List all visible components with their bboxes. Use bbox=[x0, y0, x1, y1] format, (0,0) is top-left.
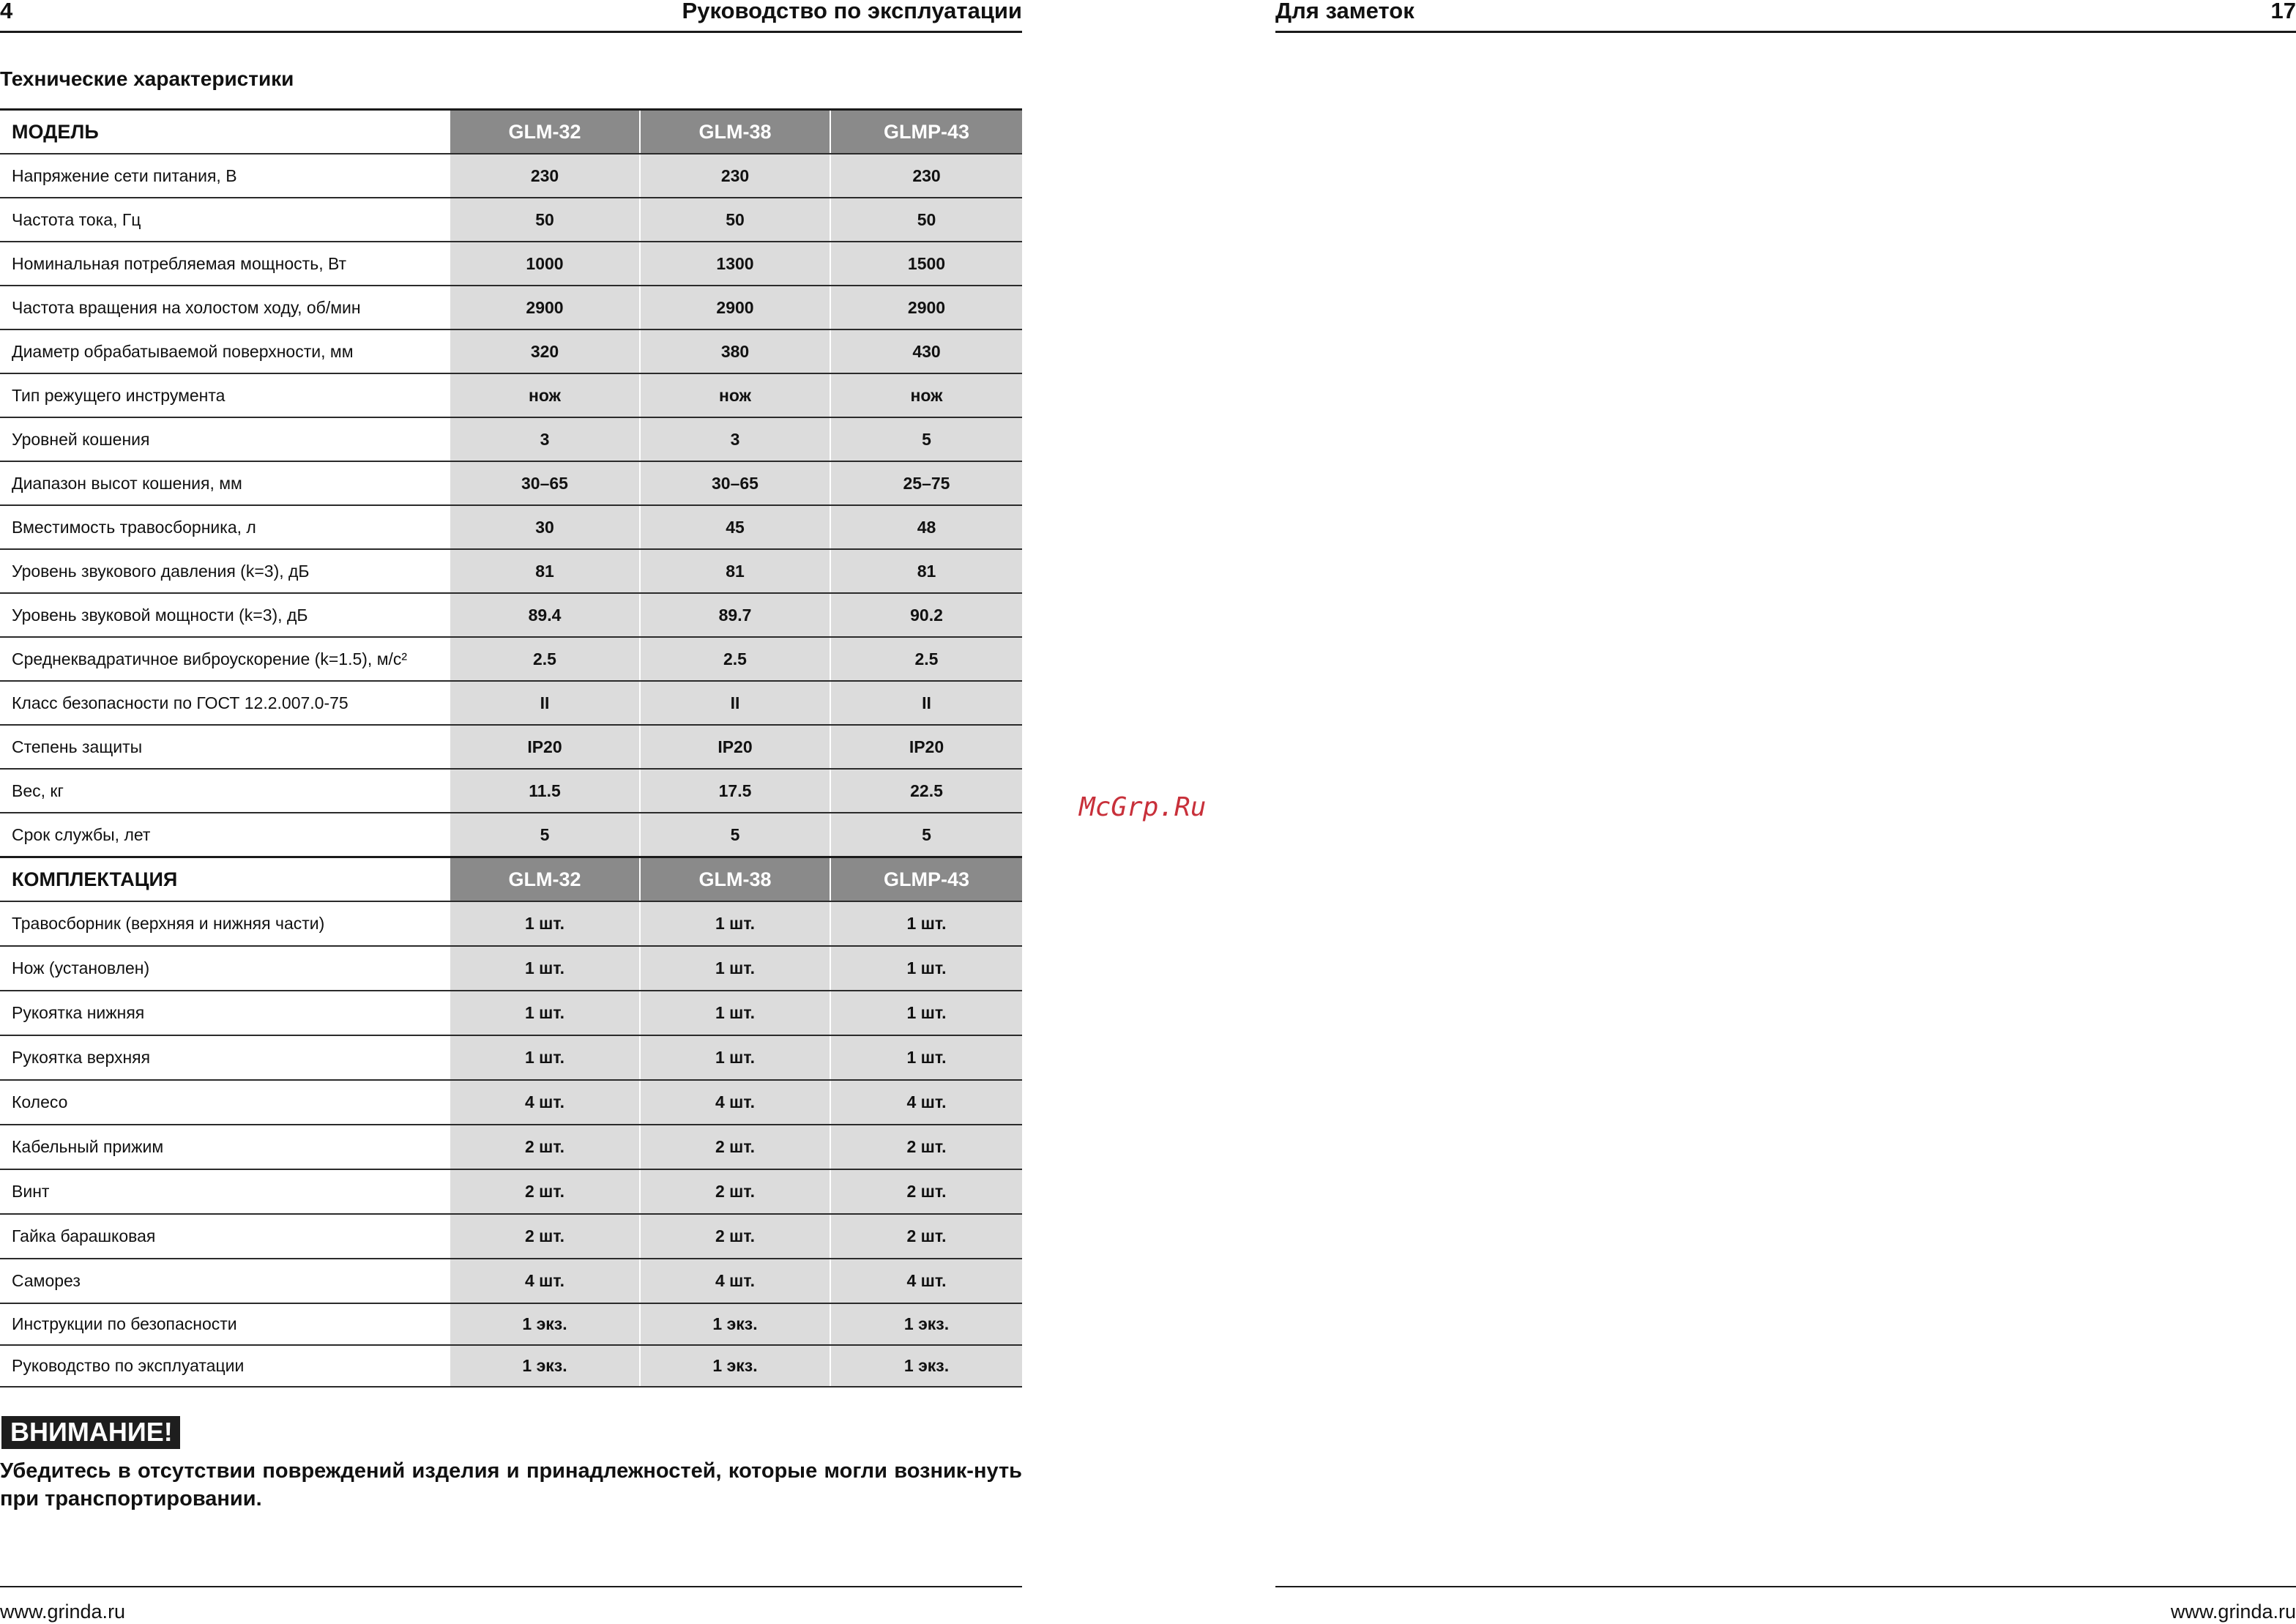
row-value: 1 экз. bbox=[830, 1303, 1022, 1345]
row-value: 3 bbox=[640, 417, 830, 461]
row-value: 2 шт. bbox=[450, 1214, 640, 1259]
row-value: 2.5 bbox=[830, 637, 1022, 681]
row-value: II bbox=[830, 681, 1022, 725]
table-row bbox=[0, 1303, 1022, 1345]
left-page bbox=[0, 0, 1022, 1624]
header-title: Для заметок bbox=[1275, 0, 1414, 23]
row-value: 48 bbox=[830, 505, 1022, 549]
table-row bbox=[0, 1214, 1022, 1259]
table-row bbox=[0, 901, 1022, 946]
spec-table bbox=[0, 108, 1022, 1388]
row-value: 2 шт. bbox=[450, 1169, 640, 1214]
model-column-header: GLM-32 bbox=[450, 110, 640, 154]
row-value: II bbox=[450, 681, 640, 725]
table-row bbox=[0, 373, 1022, 417]
row-value: 5 bbox=[830, 813, 1022, 857]
row-value: 4 шт. bbox=[640, 1080, 830, 1125]
row-label: Частота тока, Гц bbox=[0, 198, 450, 242]
row-label: Уровень звукового давления (k=3), дБ bbox=[0, 549, 450, 593]
row-value: 1300 bbox=[640, 242, 830, 286]
table-header-row bbox=[0, 110, 1022, 154]
row-value: 50 bbox=[450, 198, 640, 242]
row-value: 89.4 bbox=[450, 593, 640, 637]
row-value: 81 bbox=[640, 549, 830, 593]
model-column-header: GLMP-43 bbox=[830, 110, 1022, 154]
row-value: 81 bbox=[450, 549, 640, 593]
row-label: Номинальная потребляемая мощность, Вт bbox=[0, 242, 450, 286]
table-row bbox=[0, 681, 1022, 725]
footer-url: www.grinda.ru bbox=[0, 1601, 126, 1623]
table-row bbox=[0, 593, 1022, 637]
footer-url: www.grinda.ru bbox=[2170, 1601, 2296, 1623]
row-label: Руководство по эксплуатации bbox=[0, 1345, 450, 1387]
table-row bbox=[0, 198, 1022, 242]
row-label: Диапазон высот кошения, мм bbox=[0, 461, 450, 505]
row-value: 5 bbox=[640, 813, 830, 857]
row-label: Уровень звуковой мощности (k=3), дБ bbox=[0, 593, 450, 637]
row-value: 1 шт. bbox=[830, 946, 1022, 991]
row-label: Среднеквадратичное виброускорение (k=1.5), м/с² bbox=[0, 637, 450, 681]
table-row bbox=[0, 505, 1022, 549]
row-value: 320 bbox=[450, 329, 640, 373]
page-number: 4 bbox=[0, 0, 13, 23]
row-label: Нож (установлен) bbox=[0, 946, 450, 991]
row-value: 1 шт. bbox=[640, 901, 830, 946]
row-value: 1 шт. bbox=[830, 991, 1022, 1035]
row-value: 1 шт. bbox=[830, 901, 1022, 946]
row-value: IP20 bbox=[450, 725, 640, 769]
table-header-label: КОМПЛЕКТАЦИЯ bbox=[0, 857, 450, 902]
row-value: II bbox=[640, 681, 830, 725]
row-value: 1 экз. bbox=[450, 1345, 640, 1387]
right-page bbox=[1275, 0, 2296, 1624]
row-label: Вес, кг bbox=[0, 769, 450, 813]
row-value: 2 шт. bbox=[640, 1214, 830, 1259]
row-value: 2.5 bbox=[640, 637, 830, 681]
row-label: Диаметр обрабатываемой поверхности, мм bbox=[0, 329, 450, 373]
table-row bbox=[0, 769, 1022, 813]
table-row bbox=[0, 725, 1022, 769]
row-value: 1 экз. bbox=[830, 1345, 1022, 1387]
row-value: 230 bbox=[830, 154, 1022, 198]
row-value: 4 шт. bbox=[640, 1259, 830, 1303]
row-value: нож bbox=[830, 373, 1022, 417]
table-row bbox=[0, 946, 1022, 991]
row-value: 1000 bbox=[450, 242, 640, 286]
model-column-header: GLMP-43 bbox=[830, 857, 1022, 902]
row-value: нож bbox=[640, 373, 830, 417]
row-label: Инструкции по безопасности bbox=[0, 1303, 450, 1345]
row-label: Колесо bbox=[0, 1080, 450, 1125]
section-title: Технические характеристики bbox=[0, 67, 294, 90]
row-value: 1 шт. bbox=[450, 1035, 640, 1080]
row-value: 430 bbox=[830, 329, 1022, 373]
row-value: 1 экз. bbox=[450, 1303, 640, 1345]
table-row bbox=[0, 1259, 1022, 1303]
row-label: Срок службы, лет bbox=[0, 813, 450, 857]
row-label: Кабельный прижим bbox=[0, 1125, 450, 1169]
row-value: IP20 bbox=[640, 725, 830, 769]
row-value: 4 шт. bbox=[830, 1080, 1022, 1125]
row-label: Тип режущего инструмента bbox=[0, 373, 450, 417]
row-value: 11.5 bbox=[450, 769, 640, 813]
table-row bbox=[0, 1080, 1022, 1125]
table-header-label: МОДЕЛЬ bbox=[0, 110, 450, 154]
row-value: 4 шт. bbox=[830, 1259, 1022, 1303]
row-value: 30 bbox=[450, 505, 640, 549]
row-value: 2 шт. bbox=[450, 1125, 640, 1169]
warning-badge: ВНИМАНИЕ! bbox=[1, 1416, 180, 1449]
row-value: 2 шт. bbox=[830, 1169, 1022, 1214]
model-column-header: GLM-32 bbox=[450, 857, 640, 902]
row-label: Рукоятка нижняя bbox=[0, 991, 450, 1035]
model-column-header: GLM-38 bbox=[640, 110, 830, 154]
row-value: нож bbox=[450, 373, 640, 417]
table-row bbox=[0, 329, 1022, 373]
row-value: 1 экз. bbox=[640, 1345, 830, 1387]
row-value: 17.5 bbox=[640, 769, 830, 813]
page-number: 17 bbox=[2270, 0, 2296, 23]
row-label: Гайка барашковая bbox=[0, 1214, 450, 1259]
row-label: Класс безопасности по ГОСТ 12.2.007.0-75 bbox=[0, 681, 450, 725]
row-value: 1 шт. bbox=[450, 946, 640, 991]
row-label: Травосборник (верхняя и нижняя части) bbox=[0, 901, 450, 946]
table-row bbox=[0, 242, 1022, 286]
row-label: Напряжение сети питания, В bbox=[0, 154, 450, 198]
row-value: 4 шт. bbox=[450, 1259, 640, 1303]
watermark: McGrp.Ru bbox=[1079, 792, 1207, 822]
row-label: Саморез bbox=[0, 1259, 450, 1303]
row-value: 1 шт. bbox=[640, 991, 830, 1035]
row-value: 230 bbox=[450, 154, 640, 198]
row-value: 1 шт. bbox=[640, 1035, 830, 1080]
table-row bbox=[0, 637, 1022, 681]
row-value: 2.5 bbox=[450, 637, 640, 681]
row-value: IP20 bbox=[830, 725, 1022, 769]
footer-divider bbox=[1275, 1586, 2296, 1587]
row-value: 2900 bbox=[830, 286, 1022, 329]
row-value: 5 bbox=[450, 813, 640, 857]
row-value: 3 bbox=[450, 417, 640, 461]
row-value: 22.5 bbox=[830, 769, 1022, 813]
row-value: 89.7 bbox=[640, 593, 830, 637]
row-label: Винт bbox=[0, 1169, 450, 1214]
row-value: 1 шт. bbox=[830, 1035, 1022, 1080]
table-row bbox=[0, 813, 1022, 857]
table-row bbox=[0, 549, 1022, 593]
row-label: Частота вращения на холостом ходу, об/мин bbox=[0, 286, 450, 329]
row-value: 1 шт. bbox=[450, 901, 640, 946]
row-value: 30–65 bbox=[450, 461, 640, 505]
row-label: Рукоятка верхняя bbox=[0, 1035, 450, 1080]
row-value: 2 шт. bbox=[640, 1169, 830, 1214]
page-header bbox=[1275, 0, 2296, 33]
model-column-header: GLM-38 bbox=[640, 857, 830, 902]
table-row bbox=[0, 417, 1022, 461]
row-label: Уровней кошения bbox=[0, 417, 450, 461]
row-value: 1 экз. bbox=[640, 1303, 830, 1345]
row-value: 90.2 bbox=[830, 593, 1022, 637]
table-row bbox=[0, 991, 1022, 1035]
row-value: 30–65 bbox=[640, 461, 830, 505]
row-label: Степень защиты bbox=[0, 725, 450, 769]
warning-text: Убедитесь в отсутствии повреждений изделия и принадлежностей, которые могли возник-нуть при транспортировании. bbox=[0, 1459, 1022, 1511]
row-value: 1 шт. bbox=[640, 946, 830, 991]
row-value: 1 шт. bbox=[450, 991, 640, 1035]
footer-divider bbox=[0, 1586, 1022, 1587]
row-label: Вместимость травосборника, л bbox=[0, 505, 450, 549]
table-row bbox=[0, 1125, 1022, 1169]
row-value: 380 bbox=[640, 329, 830, 373]
row-value: 4 шт. bbox=[450, 1080, 640, 1125]
row-value: 45 bbox=[640, 505, 830, 549]
page-header bbox=[0, 0, 1022, 33]
table-row bbox=[0, 1035, 1022, 1080]
row-value: 25–75 bbox=[830, 461, 1022, 505]
row-value: 50 bbox=[830, 198, 1022, 242]
row-value: 2 шт. bbox=[830, 1214, 1022, 1259]
table-row bbox=[0, 1169, 1022, 1214]
row-value: 1500 bbox=[830, 242, 1022, 286]
row-value: 50 bbox=[640, 198, 830, 242]
row-value: 2900 bbox=[640, 286, 830, 329]
row-value: 2900 bbox=[450, 286, 640, 329]
table-row bbox=[0, 1345, 1022, 1387]
table-header-row bbox=[0, 857, 1022, 902]
row-value: 81 bbox=[830, 549, 1022, 593]
row-value: 230 bbox=[640, 154, 830, 198]
row-value: 5 bbox=[830, 417, 1022, 461]
table-row bbox=[0, 154, 1022, 198]
row-value: 2 шт. bbox=[830, 1125, 1022, 1169]
header-title: Руководство по эксплуатации bbox=[682, 0, 1022, 23]
table-row bbox=[0, 461, 1022, 505]
table-row bbox=[0, 286, 1022, 329]
row-value: 2 шт. bbox=[640, 1125, 830, 1169]
